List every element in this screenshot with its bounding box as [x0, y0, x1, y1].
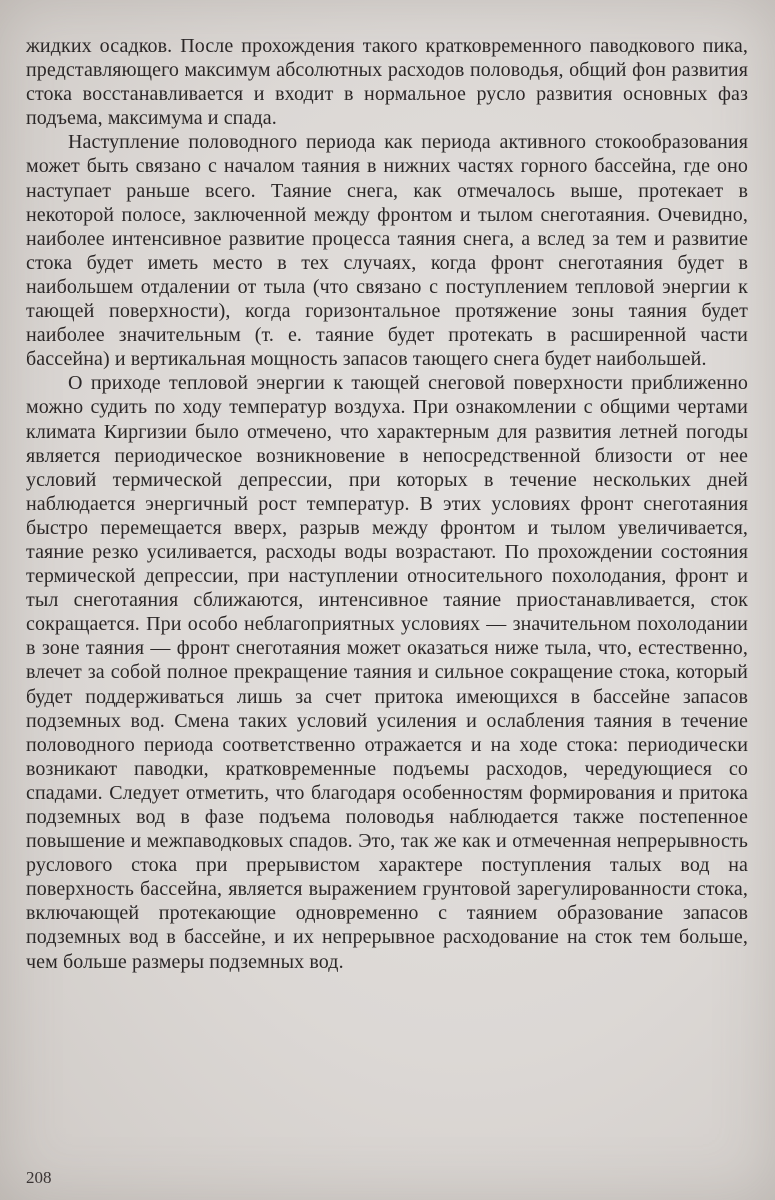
paragraph-flood-period: Наступление половодного периода как периода активного стокообразования может быть связано с началом таяния в нижних частях горного бассейна, где оно наступает раньше всего. Таяние снега, как отмечалось выше, протекает в некоторой полосе, заключенной между фронтом и тылом снеготаяния. Очевидно, наиболее интенсивное развитие процесса таяния снега, а вслед за тем и развитие стока будет иметь место в тех случаях, когда фронт снеготаяния будет в наибольшем отдалении от тыла (что связано с поступлением тепловой энергии к тающей поверхности), когда горизонтальное протяжение зоны таяния будет наиболее значительным (т. е. таяние будет протекать в расширенной части бассейна) и вертикальная мощность запасов тающего снега будет наибольшей. — [26, 131, 748, 371]
paragraph-continued: жидких осадков. После прохождения такого кратковременного паводкового пика, представляющего максимум абсолютных расходов половодья, общий фон развития стока восстанавливается и входит в нормальное русло развития основных фаз подъема, максимума и спада. — [26, 35, 748, 130]
paragraph-thermal-energy: О приходе тепловой энергии к тающей снеговой поверхности приближенно можно судить по ходу температур воздуха. При ознакомлении с общими чертами климата Киргизии было отмечено, что характерным для развития летней погоды является периодическое возникновение в непосредственной близости от нее условий термической депрессии, при которых в течение нескольких дней наблюдается энергичный рост температур. В этих условиях фронт снеготаяния быстро перемещается вверх, разрыв между фронтом и тылом увеличивается, таяние резко усиливается, расходы воды возрастают. По прохождении состояния термической депрессии, при наступлении относительного похолодания, фронт и тыл снеготаяния сближаются, интенсивное таяние приостанавливается, сток сокращается. При особо неблагоприятных условиях — значительном похолодании в зоне таяния — фронт снеготаяния может оказаться ниже тыла, что, естественно, влечет за собой полное прекращение таяния и сильное сокращение стока, который будет поддерживаться лишь за счет притока имеющихся в бассейне запасов подземных вод. Смена таких условий усиления и ослабления таяния в течение половодного периода соответственно отражается и на ходе стока: периодически возникают паводки, кратковременные подъемы расходов, чередующиеся со спадами. Следует отметить, что благодаря особенностям формирования и притока подземных вод в фазе подъема половодья наблюдается также постепенное повышение и межпаводковых спадов. Это, так же как и отмеченная непрерывность руслового стока при прерывистом характере поступления талых вод на поверхность бассейна, является выражением грунтовой зарегулированности стока, включающей протекающие одновременно с таянием образование запасов подземных вод в бассейне, и их непрерывное расходование на сток тем больше, чем больше размеры подземных вод. — [26, 372, 748, 973]
body-text — [26, 34, 748, 974]
page-number: 208 — [26, 1168, 52, 1187]
